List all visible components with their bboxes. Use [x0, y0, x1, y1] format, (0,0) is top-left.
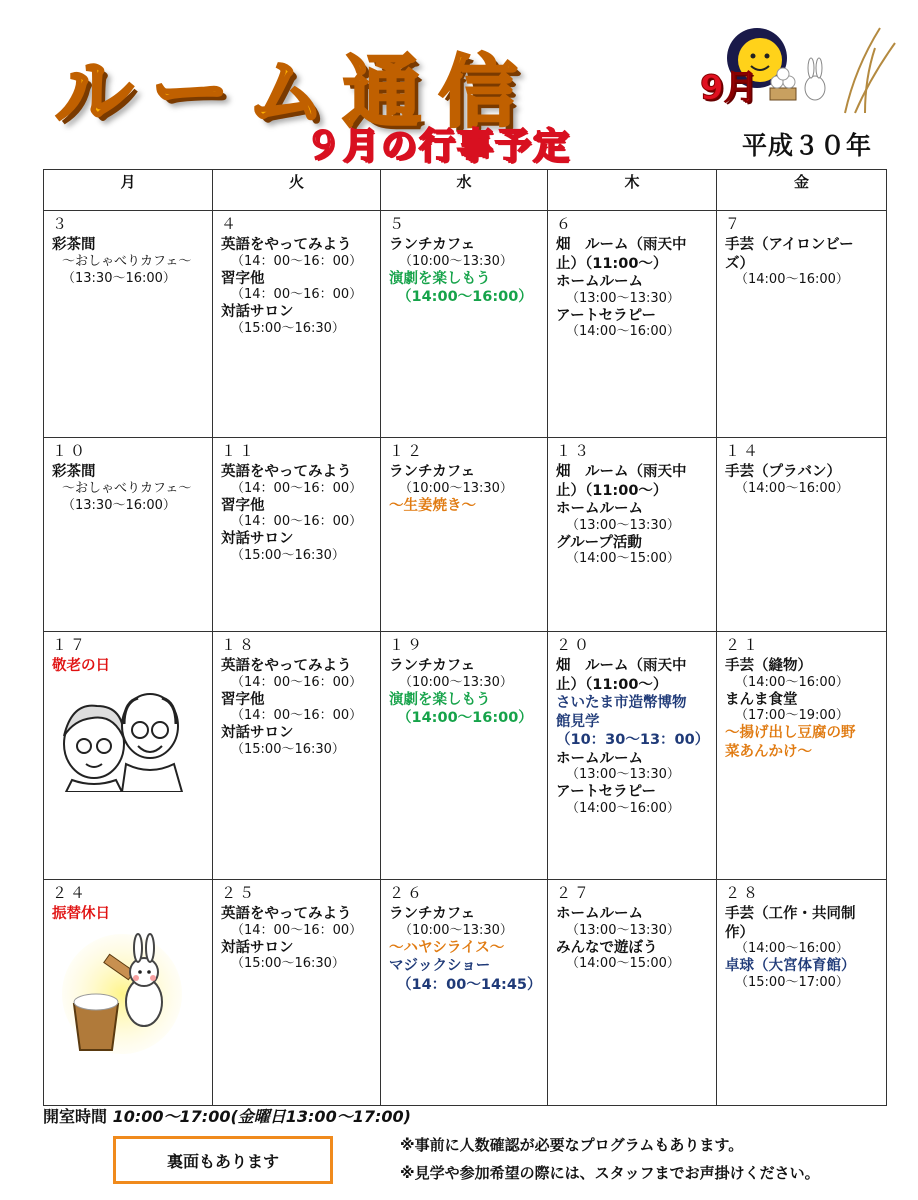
event-title: 英語をやってみよう	[221, 658, 352, 674]
event-title: 英語をやってみよう	[221, 237, 352, 253]
event-time: （17:00～19:00）	[735, 708, 849, 723]
event-time: （10:00～13:30）	[399, 674, 513, 690]
event-title: 振替休日	[52, 906, 110, 922]
event-title: ランチカフェ	[389, 906, 475, 922]
weekday-header-row	[44, 170, 887, 211]
illustration-holder	[52, 684, 212, 792]
event-time: （10:00～13:30）	[399, 922, 513, 938]
event-time: （14:00～16:00）	[735, 480, 849, 496]
elderly-couple-illustration	[52, 684, 192, 792]
event-title: ～生姜焼き～	[389, 497, 476, 514]
day-number: １９	[389, 636, 426, 654]
event-title: 習字他	[221, 270, 265, 287]
event-time: （14:00～16:00）	[566, 324, 680, 339]
event-time: （14:00～16:00）	[735, 941, 849, 956]
year-label: 平成３０年	[742, 131, 873, 160]
event-title: 対話サロン	[221, 304, 294, 320]
day-number: １４	[725, 442, 762, 460]
event-title: ホームルーム	[556, 750, 643, 767]
day-number: １３	[556, 442, 593, 460]
calendar-week-row	[44, 880, 887, 1106]
calendar-day-cell	[381, 880, 548, 1106]
event-time: （13:30～16:00）	[62, 497, 176, 513]
event-title: 習字他	[221, 691, 265, 708]
month-badge: 9月	[700, 68, 758, 108]
calendar-day-cell	[717, 438, 887, 632]
event-title: ズ）	[725, 255, 754, 272]
weekday-header: 金	[717, 170, 887, 211]
event-title: ホームルーム	[556, 501, 643, 517]
weekday-header: 水	[381, 170, 548, 211]
day-number: ３	[52, 215, 71, 233]
event-time: （14:00～16:00）	[735, 674, 849, 690]
calendar-day-cell	[44, 880, 213, 1106]
event-title: ホームルーム	[556, 274, 643, 290]
weekday-header: 木	[548, 170, 717, 211]
event-title: 習字他	[221, 497, 265, 514]
event-time: （14:00～16:00）	[735, 272, 849, 287]
calendar-day-cell	[381, 211, 548, 438]
footer-note-2: ※見学や参加希望の際には、スタッフまでお声掛けください。	[400, 1164, 820, 1182]
event-time: （14：00～16：00）	[231, 287, 363, 302]
event-title: 対話サロン	[221, 531, 294, 547]
day-number: １８	[221, 636, 258, 654]
event-title: 手芸（工作・共同制	[725, 906, 856, 922]
event-time: （14：00～16：00）	[231, 922, 363, 938]
back-side-button[interactable]: 裏面もあります	[113, 1136, 333, 1184]
calendar-day-cell	[213, 632, 381, 880]
calendar-week-row	[44, 211, 887, 438]
event-title: 止）（11:00～）	[556, 676, 668, 693]
event-title: グループ活動	[556, 534, 642, 551]
opening-hours-value: 10:00～17:00(金曜日13:00～17:00)	[112, 1107, 411, 1126]
event-title: さいたま市造幣博物	[556, 695, 687, 711]
event-time: ～おしゃべりカフェ～	[62, 480, 192, 496]
event-title: ホームルーム	[556, 906, 643, 922]
event-title: （14：00～14:45）	[397, 976, 542, 993]
event-title: 彩茶間	[52, 464, 96, 480]
event-time: （14：00～16：00）	[231, 674, 363, 690]
calendar-week-row	[44, 438, 887, 632]
event-time: （13:00～13:30）	[566, 290, 680, 306]
event-title: 畑 ルーム（雨天中	[556, 658, 687, 674]
rabbit-mochi-illustration	[52, 932, 192, 1062]
event-time: （14:00～15:00）	[566, 551, 680, 566]
calendar-day-cell	[548, 438, 717, 632]
event-title: 畑 ルーム（雨天中	[556, 464, 687, 480]
event-title: みんなで遊ぼう	[556, 939, 658, 956]
day-number: １１	[221, 442, 258, 460]
day-number: ２７	[556, 884, 593, 902]
event-title: （14:00～16:00）	[397, 289, 533, 305]
opening-hours	[43, 1104, 411, 1127]
event-title: ランチカフェ	[389, 464, 475, 480]
calendar-table	[43, 169, 887, 1106]
event-title: 演劇を楽しもう	[389, 270, 491, 287]
event-title: 対話サロン	[221, 725, 294, 741]
day-number: ４	[221, 215, 240, 233]
calendar-day-cell	[548, 632, 717, 880]
page-title: ルーム通信	[55, 48, 536, 138]
calendar-week-row	[44, 632, 887, 880]
calendar-day-cell	[44, 211, 213, 438]
calendar-day-cell	[548, 211, 717, 438]
event-title: 手芸（アイロンビー	[725, 237, 854, 253]
event-title: 館見学	[556, 713, 600, 730]
event-title: ～揚げ出し豆腐の野	[725, 725, 856, 741]
title-banner	[55, 30, 715, 138]
day-number: ２０	[556, 636, 593, 654]
event-title: 菜あんかけ～	[725, 743, 812, 760]
event-time: （10:00～13:30）	[399, 480, 513, 496]
event-time: （14:00～16:00）	[566, 800, 680, 816]
calendar-day-cell	[717, 632, 887, 880]
event-title: 敬老の日	[52, 658, 110, 674]
event-title: ～ハヤシライス～	[389, 939, 505, 956]
event-title: 止）（11:00～）	[556, 482, 668, 499]
day-number: １０	[52, 442, 89, 460]
event-title: 手芸（プラバン）	[725, 464, 841, 480]
event-title: 彩茶間	[52, 237, 96, 253]
event-time: （15:00～16:30）	[231, 956, 345, 971]
event-title: 畑 ルーム（雨天中	[556, 237, 687, 253]
event-time: （13:00～13:30）	[566, 767, 680, 782]
day-number: １７	[52, 636, 89, 654]
calendar-day-cell	[213, 438, 381, 632]
weekday-header: 月	[44, 170, 213, 211]
event-title: アートセラピー	[556, 307, 657, 324]
event-time: （14:00～15:00）	[566, 956, 680, 971]
event-time: （15:00～16:30）	[231, 741, 345, 757]
day-number: ６	[556, 215, 575, 233]
event-title: 卓球（大宮体育館）	[725, 958, 856, 974]
calendar-day-cell	[44, 438, 213, 632]
event-title: ランチカフェ	[389, 658, 475, 674]
calendar-day-cell	[717, 880, 887, 1106]
opening-hours-label: 開室時間	[43, 1107, 108, 1126]
event-title: 対話サロン	[221, 939, 294, 956]
illustration-holder	[52, 932, 212, 1062]
event-time: （15:00～16:30）	[231, 320, 345, 336]
event-title: （10：30～13：00）	[556, 732, 710, 748]
calendar-day-cell	[717, 211, 887, 438]
event-title: 演劇を楽しもう	[389, 691, 491, 708]
event-title: ランチカフェ	[389, 237, 475, 253]
day-number: ２５	[221, 884, 258, 902]
calendar-day-cell	[381, 632, 548, 880]
event-time: （13:00～13:30）	[566, 922, 680, 938]
event-title: まんま食堂	[725, 691, 798, 708]
calendar-day-cell	[213, 880, 381, 1106]
event-time: （14：00～16：00）	[231, 514, 363, 529]
day-number: ２１	[725, 636, 762, 654]
day-number: ２８	[725, 884, 762, 902]
calendar-day-cell	[548, 880, 717, 1106]
event-time: （15:00～16:30）	[231, 547, 345, 563]
day-number: ２６	[389, 884, 426, 902]
schedule-subtitle: ９月の行事予定	[305, 126, 572, 167]
event-time: （14：00～16：00）	[231, 253, 363, 269]
calendar-day-cell	[213, 211, 381, 438]
calendar-day-cell	[44, 632, 213, 880]
event-title: （14:00～16:00）	[397, 710, 533, 726]
event-title: 止）（11:00～）	[556, 255, 668, 272]
event-title: 手芸（縫物）	[725, 658, 812, 674]
event-time: ～おしゃべりカフェ～	[62, 253, 192, 269]
calendar-day-cell	[381, 438, 548, 632]
event-time: （14：00～16：00）	[231, 480, 363, 496]
day-number: ７	[725, 215, 744, 233]
day-number: １２	[389, 442, 426, 460]
weekday-header: 火	[213, 170, 381, 211]
event-title: 作）	[725, 924, 754, 941]
event-time: （14：00～16：00）	[231, 708, 363, 723]
day-number: ２４	[52, 884, 89, 902]
event-time: （15:00～17:00）	[735, 974, 849, 990]
day-number: ５	[389, 215, 408, 233]
event-title: 英語をやってみよう	[221, 906, 352, 922]
event-time: （13:00～13:30）	[566, 517, 680, 533]
event-title: 英語をやってみよう	[221, 464, 352, 480]
footer-note-1: ※事前に人数確認が必要なプログラムもあります。	[400, 1136, 744, 1154]
event-title: マジックショー	[389, 958, 491, 974]
event-title: アートセラピー	[556, 784, 657, 800]
event-time: （10:00～13:30）	[399, 253, 513, 269]
event-time: （13:30～16:00）	[62, 270, 176, 286]
